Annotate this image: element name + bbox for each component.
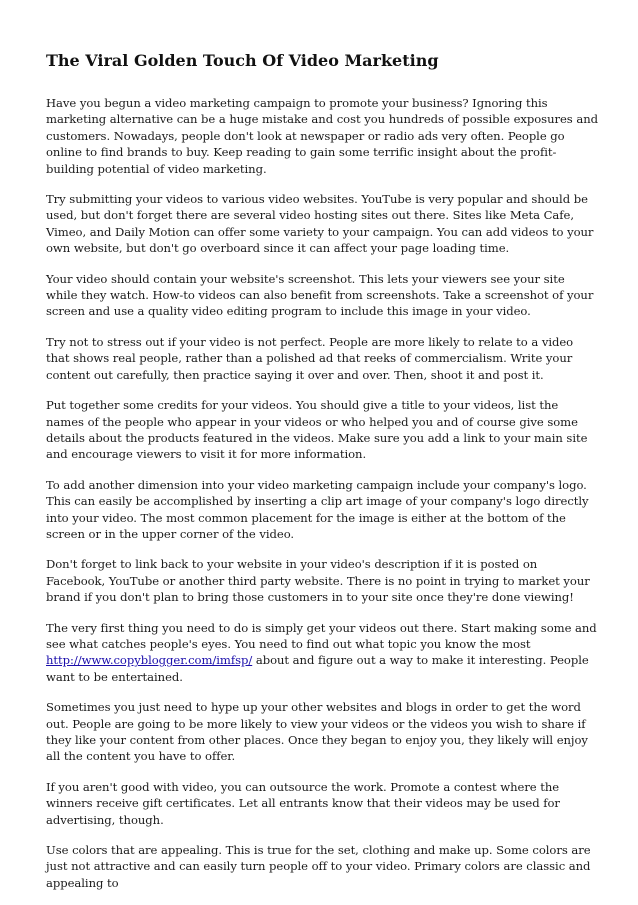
paragraph-8 [46,620,599,686]
paragraph-1: Have you begun a video marketing campaign to promote your business? Ignoring this marketing alternative can be a huge mistake and cost you hundreds of possible exposures and customers. Nowadays, people don't look at newspaper or radio ads very often. People go online to find brands to buy. Keep reading to gain some terrific insight about the profit-building potential of video marketing. [46,96,598,176]
copyblogger-link[interactable]: http://www.copyblogger.com/imfsp/ [46,653,253,668]
paragraph-3: Your video should contain your website's screenshot. This lets your viewers see your site while they watch. How-to videos can also benefit from screenshots. Take a screenshot of your screen and use a quality video editing program to include this image in your video. [46,271,594,319]
paragraph-5: Put together some credits for your videos. You should give a title to your videos, list the names of the people who appear in your videos or who helped you and of course give some details about the products featured in the videos. Make sure you add a link to your main site and encourage viewers to visit it for more information. [46,398,588,462]
document-page [46,50,599,905]
paragraph-11: Use colors that are appealing. This is true for the set, clothing and make up. Some colors are just not attractive and can easily turn people off to your video. Primary colors are classic and appealing to [46,843,591,890]
paragraph-6: To add another dimension into your video marketing campaign include your company's logo. This can easily be accomplished by inserting a clip art image of your company's logo directly into your video. The most common placement for the image is either at the bottom of the screen or in the upper corner of the video. [46,477,589,541]
paragraph-2: Try submitting your videos to various video websites. YouTube is very popular and should be used, but don't forget there are several video hosting sites out there. Sites like Meta Cafe, Vimeo, and Daily Motion can offer some variety to your campaign. You can add videos to your own website, but don't go overboard since it can affect your page loading time. [46,192,594,256]
paragraph-10: If you aren't good with video, you can outsource the work. Promote a contest where the winners receive gift certificates. Let all entrants know that their videos may be used for advertising, though. [46,779,560,827]
paragraph-4: Try not to stress out if your video is not perfect. People are more likely to relate to a video that shows real people, rather than a polished ad that reeks of commercialism. Write your content out carefully, then practice saying it over and over. Then, shoot it and post it. [46,334,574,382]
document-title: The Viral Golden Touch Of Video Marketing [46,51,439,70]
paragraph-8-text-before: The very first thing you need to do is simply get your videos out there. Start making some and see what catches people's eyes. You need to find out what topic you know the most [46,620,597,651]
paragraph-9: Sometimes you just need to hype up your other websites and blogs in order to get the word out. People are going to be more likely to view your videos or the videos you wish to share if they like your content from other places. Once they began to enjoy you, they likely will enjoy all the content you have to offer. [46,700,588,764]
paragraph-8-text-after: about and figure out a way to make it interesting. People want to be entertained. [46,653,589,684]
paragraph-7: Don't forget to link back to your website in your video's description if it is posted on Facebook, YouTube or another third party website. There is no point in trying to market your brand if you don't plan to bring those customers in to your site once they're done viewing! [46,557,590,605]
